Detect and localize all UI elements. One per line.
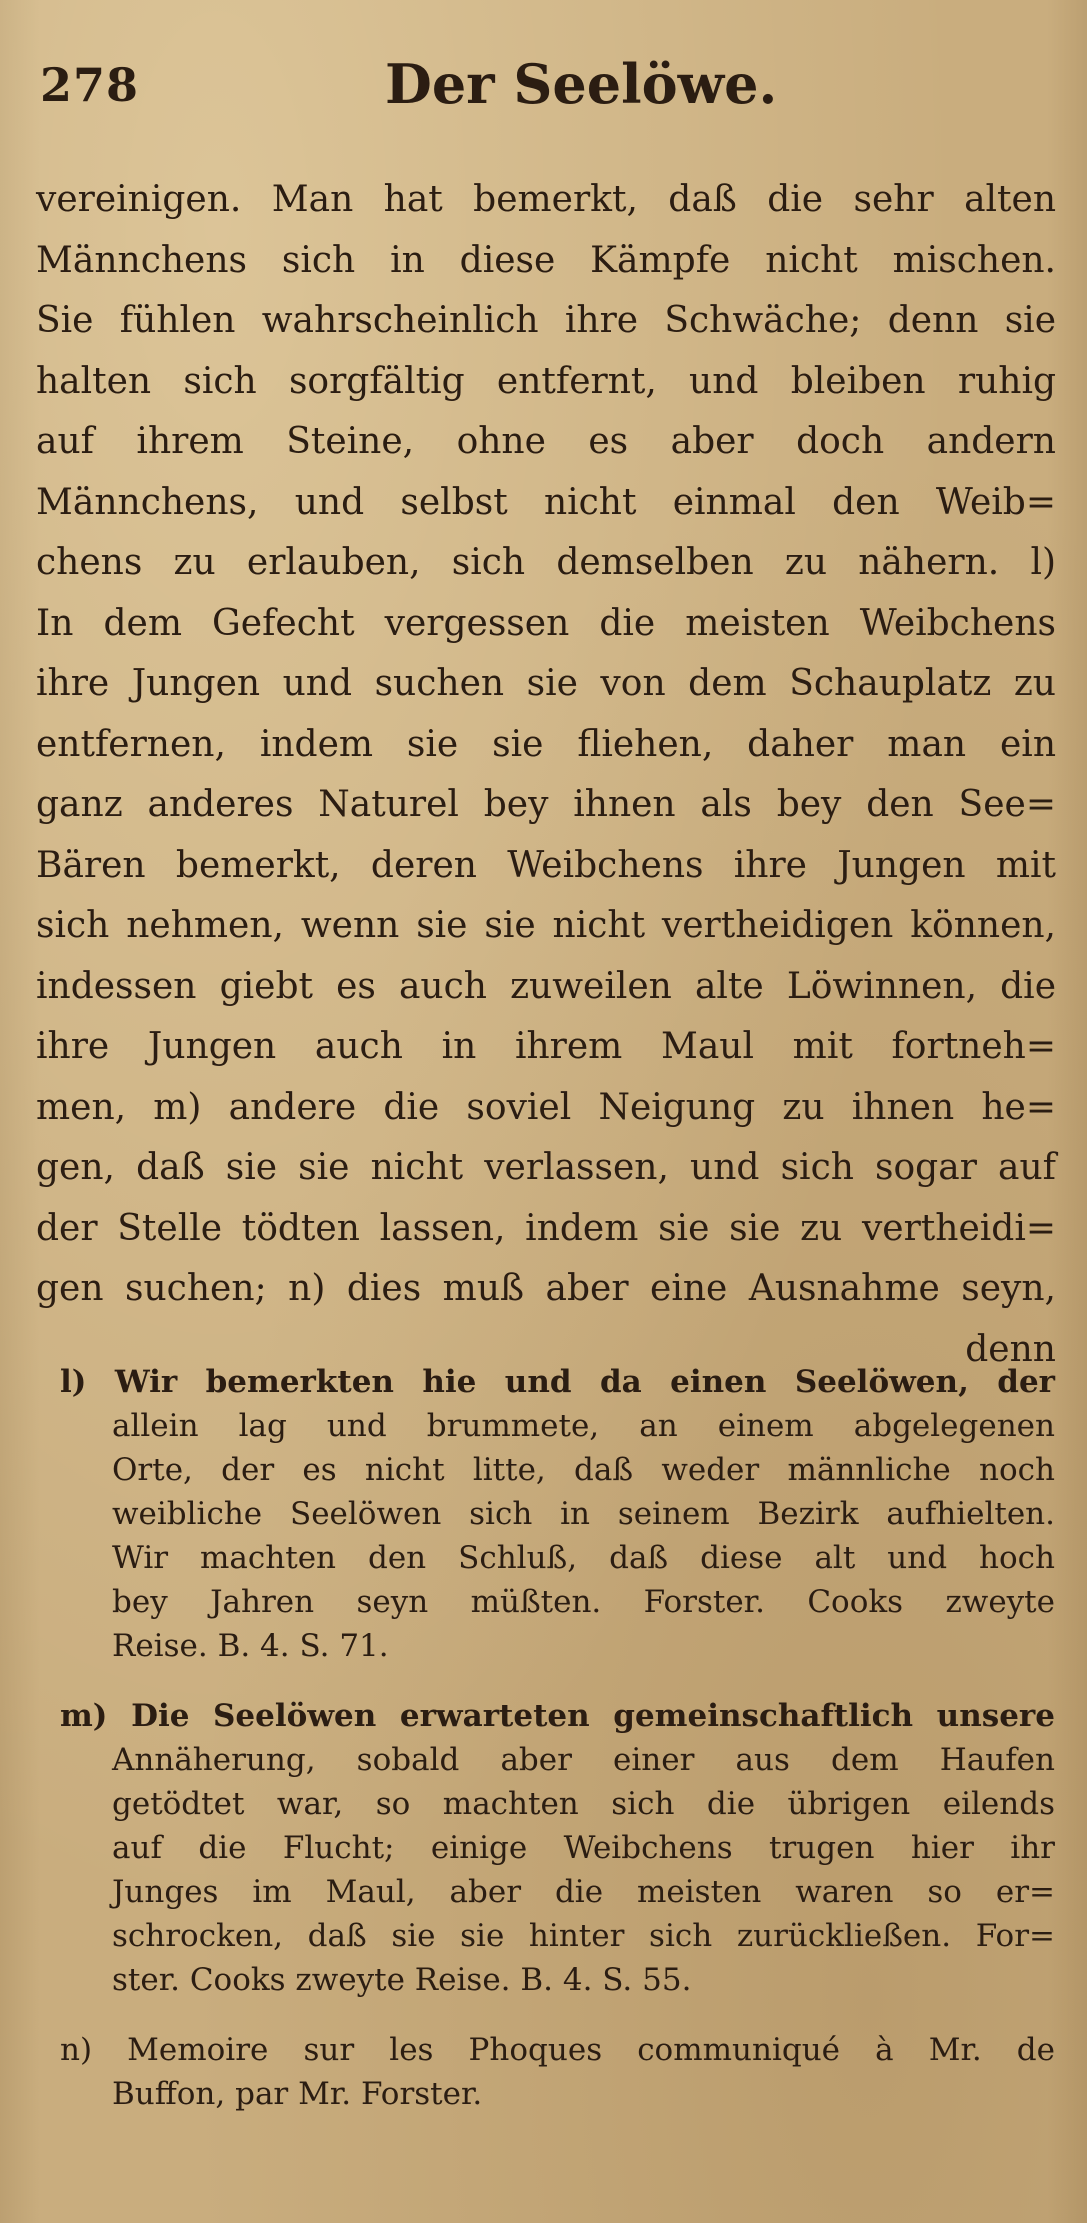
footnote-line: getödtet war, so machten sich die übrigen eilends bbox=[112, 1786, 1055, 1822]
footnote-m bbox=[60, 1694, 1055, 2002]
footnote-line: Wir machten den Schluß, daß diese alt und hoch bbox=[112, 1540, 1055, 1576]
footnote-line: m) Die Seelöwen erwarteten gemeinschaftlich unsere bbox=[60, 1698, 1055, 1734]
text-line: halten sich sorgfältig entfernt, und bleiben ruhig bbox=[36, 360, 1056, 402]
text-line: In dem Gefecht vergessen die meisten Weibchens bbox=[36, 602, 1056, 644]
footnote-line: l) Wir bemerkten hie und da einen Seelöwen, der bbox=[60, 1364, 1055, 1400]
text-line: auf ihrem Steine, ohne es aber doch andern bbox=[36, 421, 1056, 462]
footnote-line: schrocken, daß sie sie hinter sich zurückließen. For= bbox=[112, 1918, 1055, 1954]
footnote-line: Buffon, par Mr. Forster. bbox=[112, 2076, 483, 2112]
footnote-line: Reise. B. 4. S. 71. bbox=[112, 1628, 389, 1664]
footnotes bbox=[60, 1360, 1055, 2142]
footnote-line: Orte, der es nicht litte, daß weder männliche noch bbox=[112, 1452, 1055, 1488]
footnote-line: auf die Flucht; einige Weibchens trugen hier ihr bbox=[112, 1830, 1055, 1866]
footnote-n bbox=[60, 2028, 1055, 2116]
text-line: Männchens, und selbst nicht einmal den Weib= bbox=[36, 481, 1056, 523]
text-line: ihre Jungen auch in ihrem Maul mit fortneh= bbox=[36, 1026, 1056, 1067]
text-line: Bären bemerkt, deren Weibchens ihre Jungen mit bbox=[36, 844, 1056, 886]
page-header bbox=[40, 52, 1047, 122]
text-line: ihre Jungen und suchen sie von dem Schauplatz zu bbox=[36, 663, 1056, 704]
footnote-l bbox=[60, 1360, 1055, 1668]
footnote-line: bey Jahren seyn müßten. Forster. Cooks zweyte bbox=[112, 1584, 1055, 1620]
text-line: men, m) andere die soviel Neigung zu ihnen he= bbox=[36, 1086, 1056, 1128]
page-number: 278 bbox=[40, 58, 140, 112]
main-text bbox=[36, 170, 1056, 1380]
text-line: entfernen, indem sie sie fliehen, daher man ein bbox=[36, 723, 1056, 765]
footnote-line: Junges im Maul, aber die meisten waren so er= bbox=[112, 1874, 1055, 1910]
footnote-line: weibliche Seelöwen sich in seinem Bezirk aufhielten. bbox=[112, 1496, 1055, 1532]
footnote-line: ster. Cooks zweyte Reise. B. 4. S. 55. bbox=[112, 1962, 692, 1998]
running-title: Der Seelöwe. bbox=[385, 52, 778, 116]
text-line: indessen giebt es auch zuweilen alte Löwinnen, die bbox=[36, 965, 1056, 1007]
text-line: gen, daß sie sie nicht verlassen, und sich sogar auf bbox=[36, 1147, 1056, 1188]
text-line: ganz anderes Naturel bey ihnen als bey den See= bbox=[36, 784, 1056, 825]
text-line: sich nehmen, wenn sie sie nicht vertheidigen können, bbox=[36, 905, 1056, 946]
text-line: vereinigen. Man hat bemerkt, daß die sehr alten bbox=[36, 179, 1056, 220]
footnote-line: n) Memoire sur les Phoques communiqué à Mr. de bbox=[60, 2032, 1055, 2068]
text-line: chens zu erlauben, sich demselben zu nähern. l) bbox=[36, 542, 1056, 583]
text-line: Sie fühlen wahrscheinlich ihre Schwäche; denn sie bbox=[36, 300, 1056, 341]
footnote-line: Annäherung, sobald aber einer aus dem Haufen bbox=[112, 1742, 1055, 1778]
footnote-line: allein lag und brummete, an einem abgelegenen bbox=[112, 1408, 1055, 1444]
text-line: der Stelle tödten lassen, indem sie sie zu vertheidi= bbox=[36, 1207, 1056, 1249]
text-line: gen suchen; n) dies muß aber eine Ausnahme seyn, bbox=[36, 1268, 1056, 1309]
text-line: Männchens sich in diese Kämpfe nicht mischen. bbox=[36, 239, 1056, 281]
catchword: denn bbox=[965, 1328, 1056, 1370]
